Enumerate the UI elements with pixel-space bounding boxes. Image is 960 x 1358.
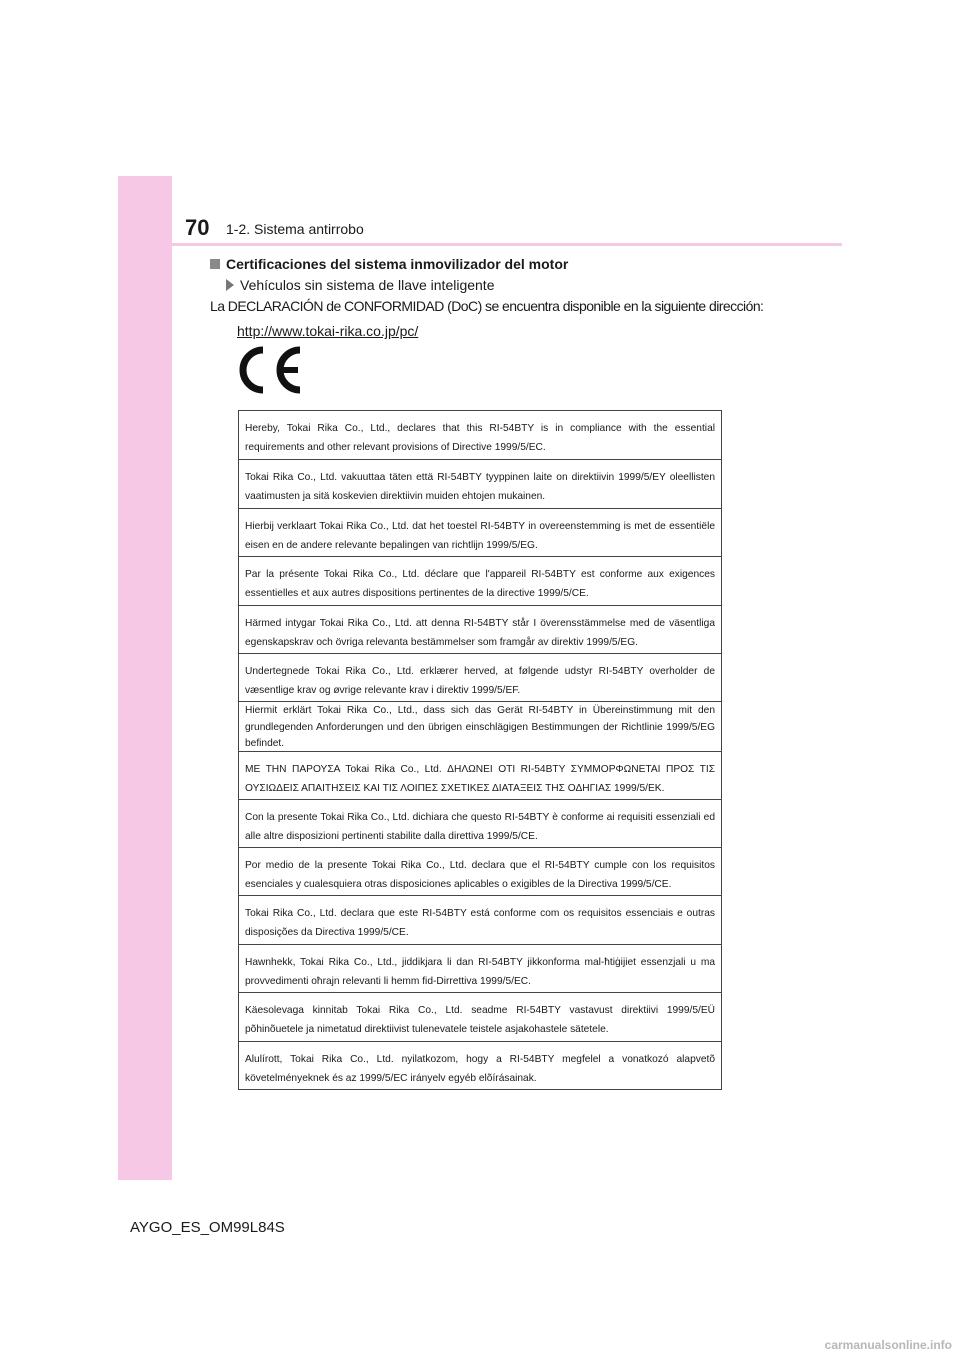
declaration-row-fi: Tokai Rika Co., Ltd. vakuuttaa täten että RI-54BTY tyyppinen laite on direktiivin 1999/5/EY oleellisten vaatimusten ja sitä koskevien direktiivin muiden ehtojen mukainen. — [239, 459, 721, 508]
declaration-row-es: Por medio de la presente Tokai Rika Co., Ltd. declara que el RI-54BTY cumple con los requisitos esenciales y cualesquiera otras disposiciones aplicables o exigibles de la Directiva 1999/5/CE. — [239, 847, 721, 895]
ce-mark-icon — [236, 344, 308, 396]
declaration-row-el: ΜΕ ΤΗΝ ΠΑΡΟΥΣΑ Tokai Rika Co., Ltd. ΔΗΛΩΝΕΙ ΟΤΙ RI-54BTY ΣΥΜΜΟΡΦΩΝΕΤΑΙ ΠΡΟΣ ΤΙΣ ΟΥΣΙΩΔΕΙΣ ΑΠΑΙΤΗΣΕΙΣ ΚΑΙ ΤΙΣ ΛΟΙΠΕΣ ΣΧΕΤΙΚΕΣ ΔΙΑΤΑΞΕΙΣ ΤΗΣ ΟΔΗΓΙΑΣ 1999/5/ΕΚ. — [239, 751, 721, 799]
page-number: 70 — [185, 215, 210, 240]
subheading-text: Vehículos sin sistema de llave inteligente — [240, 277, 495, 293]
side-band — [118, 176, 172, 1180]
section-heading — [210, 256, 568, 272]
declaration-row-fr: Par la présente Tokai Rika Co., Ltd. déclare que l'appareil RI-54BTY est conforme aux exigences essentielles et aux autres dispositions pertinentes de la directive 1999/5/CE. — [239, 556, 721, 605]
declaration-row-hu: Alulírott, Tokai Rika Co., Ltd. nyilatkozom, hogy a RI-54BTY megfelel a vonatkozó alapvetõ követelményeknek és az 1999/5/EC irányelv egyéb elõírásainak. — [239, 1041, 721, 1089]
declaration-row-nl: Hierbij verklaart Tokai Rika Co., Ltd. dat het toestel RI-54BTY in overeenstemming is met de essentiële eisen en de andere relevante bepalingen van richtlijn 1999/5/EG. — [239, 508, 721, 556]
section-title: 1-2. Sistema antirrobo — [226, 221, 364, 237]
doc-url-link[interactable]: http://www.tokai-rika.co.jp/pc/ — [237, 323, 419, 339]
doc-statement: La DECLARACIÓN de CONFORMIDAD (DoC) se encuentra disponible en la siguiente dirección: — [210, 298, 764, 314]
declaration-row-de: Hiermit erklärt Tokai Rika Co., Ltd., dass sich das Gerät RI-54BTY in Übereinstimmung mit den grundlegenden Anforderungen und den übrigen einschlägigen Bestimmungen der Richtlinie 1999/5/EG befindet. — [239, 701, 721, 751]
declaration-row-sv: Härmed intygar Tokai Rika Co., Ltd. att denna RI-54BTY står I överensstämmelse med de väsentliga egenskapskrav och övriga relevanta bestämmelser som framgår av direktiv 1999/5/EG. — [239, 605, 721, 653]
header-rule — [118, 243, 842, 246]
footer-code: AYGO_ES_OM99L84S — [130, 1219, 285, 1236]
declaration-row-pt: Tokai Rika Co., Ltd. declara que este RI-54BTY está conforme com os requisitos essenciais e outras disposições da Directiva 1999/5/CE. — [239, 895, 721, 944]
triangle-bullet-icon — [226, 279, 234, 291]
declaration-table — [238, 410, 722, 1090]
declaration-row-mt: Hawnhekk, Tokai Rika Co., Ltd., jiddikjara li dan RI-54BTY jikkonforma mal-ħtiġijiet essenzjali u ma provvedimenti oħrajn relevanti li hemm fid-Dirrettiva 1999/5/EC. — [239, 944, 721, 992]
square-bullet-icon — [210, 259, 220, 269]
declaration-row-et: Käesolevaga kinnitab Tokai Rika Co., Ltd. seadme RI-54BTY vastavust direktiivi 1999/5/EÜ põhinõuetele ja nimetatud direktiivist tulenevatele teistele asjakohastele sätetele. — [239, 992, 721, 1041]
watermark: carmanualsonline.info — [824, 1338, 952, 1352]
heading-text: Certificaciones del sistema inmovilizador del motor — [226, 256, 569, 272]
declaration-row-it: Con la presente Tokai Rika Co., Ltd. dichiara che questo RI-54BTY è conforme ai requisiti essenziali ed alle altre disposizioni pertinenti stabilite dalla direttiva 1999/5/CE. — [239, 799, 721, 847]
declaration-row-da: Undertegnede Tokai Rika Co., Ltd. erklærer herved, at følgende udstyr RI-54BTY overholder de væsentlige krav og øvrige relevante krav i direktiv 1999/5/EF. — [239, 653, 721, 701]
declaration-row-en: Hereby, Tokai Rika Co., Ltd., declares that this RI-54BTY is in compliance with the essential requirements and other relevant provisions of Directive 1999/5/EC. — [245, 423, 715, 453]
subheading — [226, 277, 494, 293]
